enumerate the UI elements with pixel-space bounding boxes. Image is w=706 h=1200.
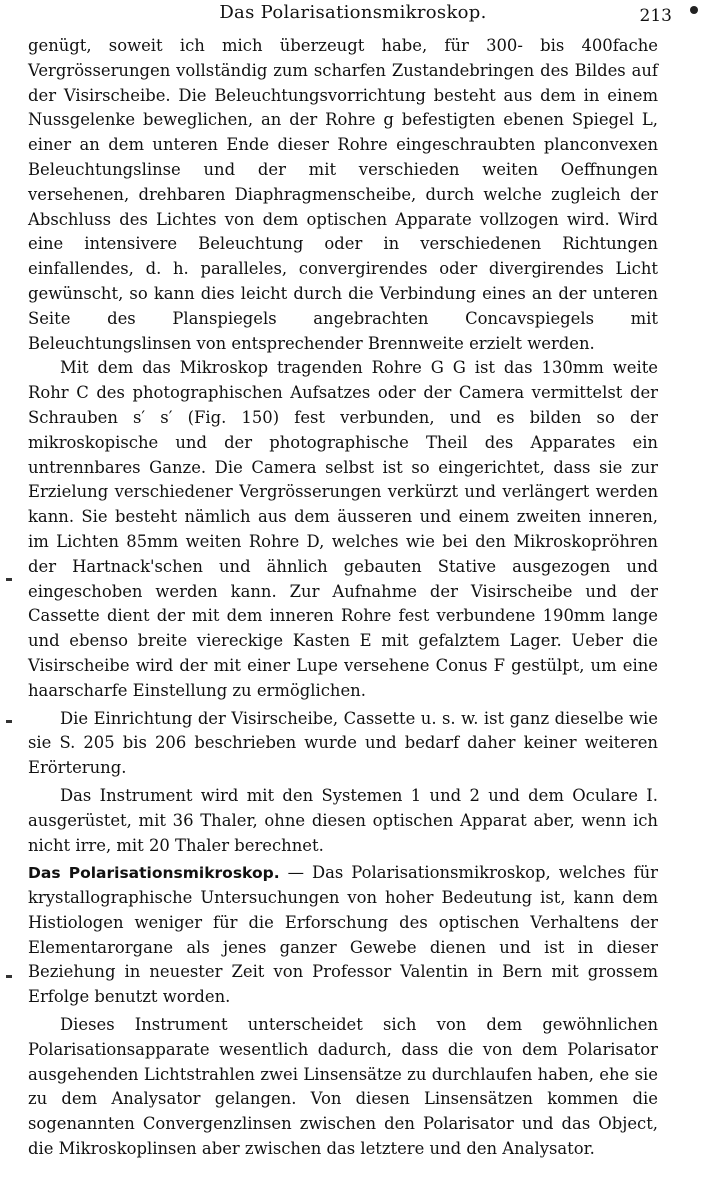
margin-mark <box>6 720 12 723</box>
paragraph-6: Dieses Instrument unterscheidet sich von dem gewöhnlichen Polarisationsapparate wesentlich dadurch, dass die von dem Polarisator ausgehenden Lichtstrahlen zwei Linsensätze zu durchlaufen haben, ehe sie zu dem Analysator gelangen. Von diesen Linsensätzen kommen die sogenannten Convergenzlinsen zwischen den Polarisator und das Object, die Mikroskoplinsen aber zwischen das letztere und den Analysator. <box>28 1015 658 1159</box>
paragraph-3: Die Einrichtung der Visirscheibe, Cassette u. s. w. ist ganz dieselbe wie sie S. 205 bis 206 beschrieben wurde und bedarf daher keiner weiteren Erörterung. <box>28 708 658 778</box>
corner-dot-mark <box>690 6 698 14</box>
paragraph-5-text: — Das Polarisationsmikroskop, welches für krystallographische Untersuchungen von hoher Bedeutung ist, kann dem Histiologen weniger für die Erforschung des optischen Verhaltens der Elementarorgane als jenes ganzer Gewebe dienen und ist in dieser Beziehung in neuester Zeit von Professor Valentin in Bern mit grossem Erfolge benutzt worden. <box>28 863 658 1007</box>
body-text <box>28 34 658 1162</box>
margin-mark <box>6 975 12 978</box>
paragraph-4: Das Instrument wird mit den Systemen 1 und 2 und dem Oculare I. ausgerüstet, mit 36 Thaler, ohne diesen optischen Apparat aber, wenn ich nicht irre, mit 20 Thaler berechnet. <box>28 785 658 855</box>
running-head <box>0 0 706 26</box>
paragraph-5 <box>28 861 658 1010</box>
running-title: Das Polarisationsmikroskop. <box>219 2 487 23</box>
section-heading: Das Polarisationsmikroskop. <box>28 864 280 883</box>
page-number: 213 <box>639 6 672 26</box>
paragraph-2: Mit dem das Mikroskop tragenden Rohre G G ist das 130mm weite Rohr C des photographischen Aufsatzes oder der Camera vermittelst der Schrauben s′ s′ (Fig. 150) fest verbunden, und es bilden so der mikroskopische und der photographische Theil des Apparates ein untrennbares Ganze. Die Camera selbst ist so eingerichtet, dass sie zur Erzielung verschiedener Vergrösserungen verkürzt und verlängert werden kann. Sie besteht nämlich aus dem äusseren und einem zweiten inneren, im Lichten 85mm weiten Rohre D, welches wie bei den Mikroskopröhren der Hartnack'schen und ähnlich gebauten Stative ausgezogen und eingeschoben werden kann. Zur Aufnahme der Visirscheibe und der Cassette dient der mit dem inneren Rohre fest verbundene 190mm lange und ebenso breite viereckige Kasten E mit gefalztem Lager. Ueber die Visirscheibe wird der mit einer Lupe versehene Conus F gestülpt, um eine haarscharfe Einstellung zu ermöglichen. <box>28 358 658 700</box>
paragraph-1: genügt, soweit ich mich überzeugt habe, für 300- bis 400fache Vergrösserungen vollständig zum scharfen Zustandebringen des Bildes auf der Visirscheibe. Die Beleuchtungsvorrichtung besteht aus dem in einem Nussgelenke beweglichen, an der Rohre g befestigten ebenen Spiegel L, einer an dem unteren Ende dieser Rohre eingeschraubten planconvexen Beleuchtungslinse und der mit verschieden weiten Oeffnungen versehenen, drehbaren Diaphragmenscheibe, durch welche zugleich der Abschluss des Lichtes von dem optischen Apparate vollzogen wird. Wird eine intensivere Beleuchtung oder in verschiedenen Richtungen einfallendes, d. h. paralleles, convergirendes oder divergirendes Licht gewünscht, so kann dies leicht durch die Verbindung eines an der unteren Seite des Planspiegels angebrachten Concavspiegels mit Beleuchtungslinsen von entsprechender Brennweite erzielt werden. <box>28 36 658 353</box>
margin-mark <box>6 578 12 581</box>
